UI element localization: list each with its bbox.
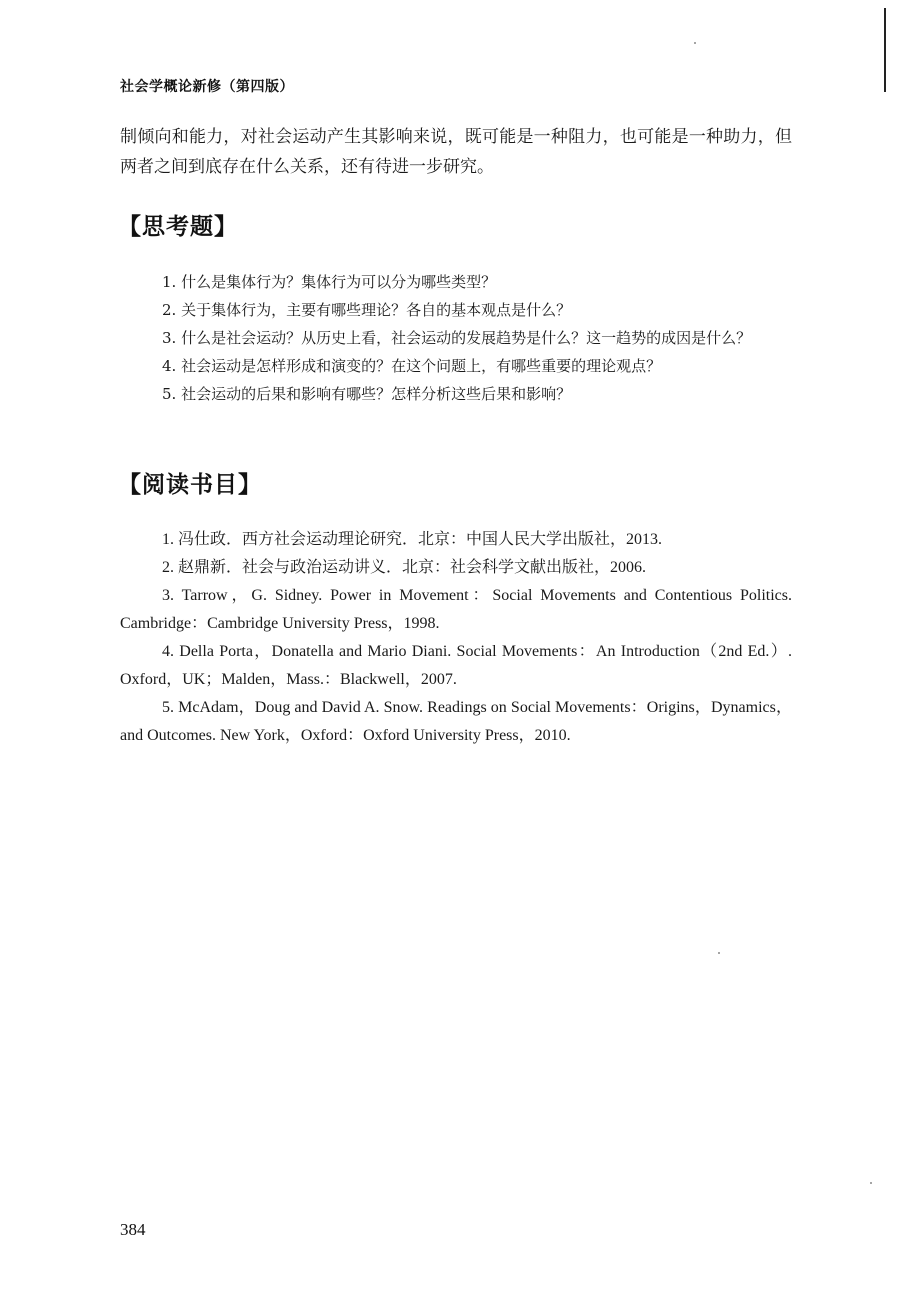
reading-item: 5. McAdam，Doug and David A. Snow. Readings on Social Movements：Origins，Dynamics，and Outcomes. New York，Oxford：Oxford University Press，2010.	[120, 699, 792, 744]
reading-item: 2. 赵鼎新．社会与政治运动讲义．北京：社会科学文献出版社，2006.	[162, 559, 647, 576]
reading-list-heading: 【阅读书目】	[118, 472, 262, 498]
questions-heading: 【思考题】	[118, 214, 238, 240]
scan-speck	[718, 952, 720, 954]
question-item: 4. 社会运动是怎样形成和演变的？在这个问题上，有哪些重要的理论观点？	[162, 357, 662, 375]
question-item: 3. 什么是社会运动？从历史上看，社会运动的发展趋势是什么？这一趋势的成因是什么？	[162, 329, 752, 347]
question-item: 2. 关于集体行为，主要有哪些理论？各自的基本观点是什么？	[162, 301, 572, 319]
reading-item: 4. Della Porta，Donatella and Mario Diani. Social Movements：An Introduction（2nd Ed.）. Oxford，UK；Malden，Mass.：Blackwell，2007.	[120, 643, 792, 688]
question-item: 1. 什么是集体行为？集体行为可以分为哪些类型？	[162, 273, 497, 291]
reading-item: 1. 冯仕政．西方社会运动理论研究．北京：中国人民大学出版社，2013.	[162, 531, 663, 548]
reading-list	[120, 526, 792, 750]
continuation-paragraph: 制倾向和能力，对社会运动产生其影响来说，既可能是一种阻力，也可能是一种助力，但两者之间到底存在什么关系，还有待进一步研究。	[120, 127, 792, 177]
reading-item: 3. Tarrow，G. Sidney. Power in Movement：Social Movements and Contentious Politics. Cambridge：Cambridge University Press，1998.	[120, 587, 792, 632]
scan-speck	[694, 42, 696, 44]
running-header: 社会学概论新修（第四版）	[120, 79, 294, 95]
binding-edge-line	[884, 8, 886, 92]
page-number: 384	[120, 1220, 146, 1239]
questions-list	[120, 268, 792, 408]
scan-speck	[870, 1182, 872, 1184]
question-item: 5. 社会运动的后果和影响有哪些？怎样分析这些后果和影响？	[162, 385, 572, 403]
